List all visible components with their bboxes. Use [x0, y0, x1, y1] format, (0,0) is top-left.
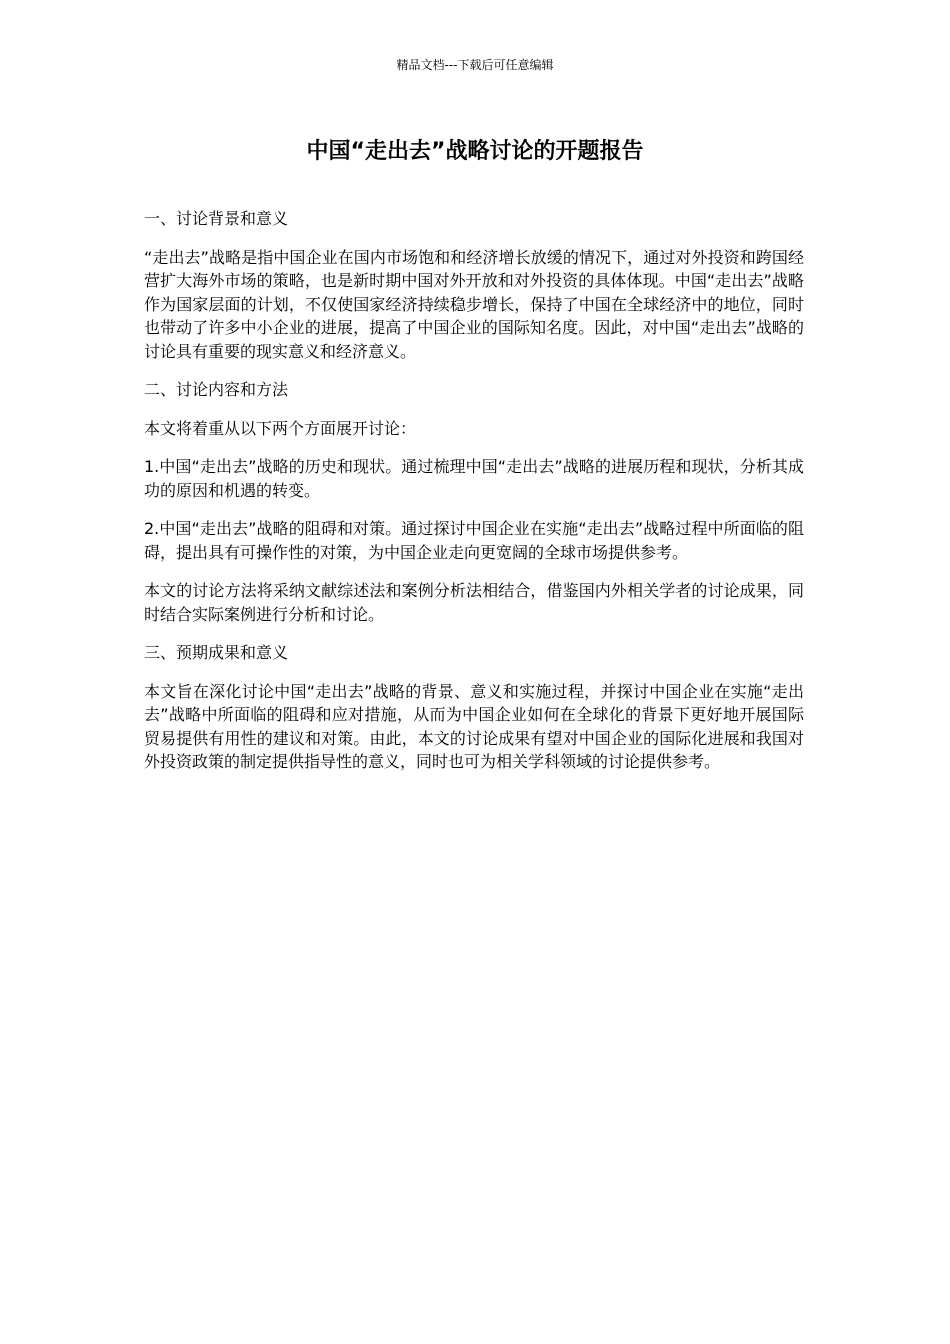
document-title: 中国“走出去”战略讨论的开题报告 [306, 139, 644, 164]
paragraph-method: 本文的讨论方法将采纳文献综述法和案例分析法相结合，借鉴国内外相关学者的讨论成果，同时结合实际案例进行分析和讨论。 [144, 581, 804, 624]
section-heading-content-method: 二、讨论内容和方法 [144, 380, 289, 399]
paragraph-point-2: 2.中国“走出去”战略的阻碍和对策。通过探讨中国企业在实施“走出去”战略过程中所面临的阻碍，提出具有可操作性的对策，为中国企业走向更宽阔的全球市场提供参考。 [144, 519, 804, 562]
paragraph-intro: 本文将着重从以下两个方面展开讨论： [144, 418, 417, 438]
section-heading-outcomes: 三、预期成果和意义 [144, 643, 289, 662]
paragraph-point-1: 1.中国“走出去”战略的历史和现状。通过梳理中国“走出去”战略的进展历程和现状，分析其成功的原因和机遇的转变。 [144, 457, 804, 500]
paragraph-outcomes: 本文旨在深化讨论中国“走出去”战略的背景、意义和实施过程，并探讨中国企业在实施“走出去”战略中所面临的阻碍和应对措施，从而为中国企业如何在全球化的背景下更好地开展国际贸易提供有用性的建议和对策。由此，本文的讨论成果有望对中国企业的国际化进展和我国对外投资政策的制定提供指导性的意义，同时也可为相关学科领域的讨论提供参考。 [144, 681, 804, 771]
paragraph-background: “走出去”战略是指中国企业在国内市场饱和和经济增长放缓的情况下，通过对外投资和跨国经营扩大海外市场的策略，也是新时期中国对外开放和对外投资的具体体现。中国“走出去”战略作为国家层面的计划，不仅使国家经济持续稳步增长，保持了中国在全球经济中的地位，同时也带动了许多中小企业的进展，提高了中国企业的国际知名度。因此，对中国“走出去”战略的讨论具有重要的现实意义和经济意义。 [144, 247, 804, 361]
header-note: 精品文档---下载后可任意编辑 [396, 58, 554, 72]
document-body [144, 207, 804, 789]
section-heading-background: 一、讨论背景和意义 [144, 209, 289, 228]
